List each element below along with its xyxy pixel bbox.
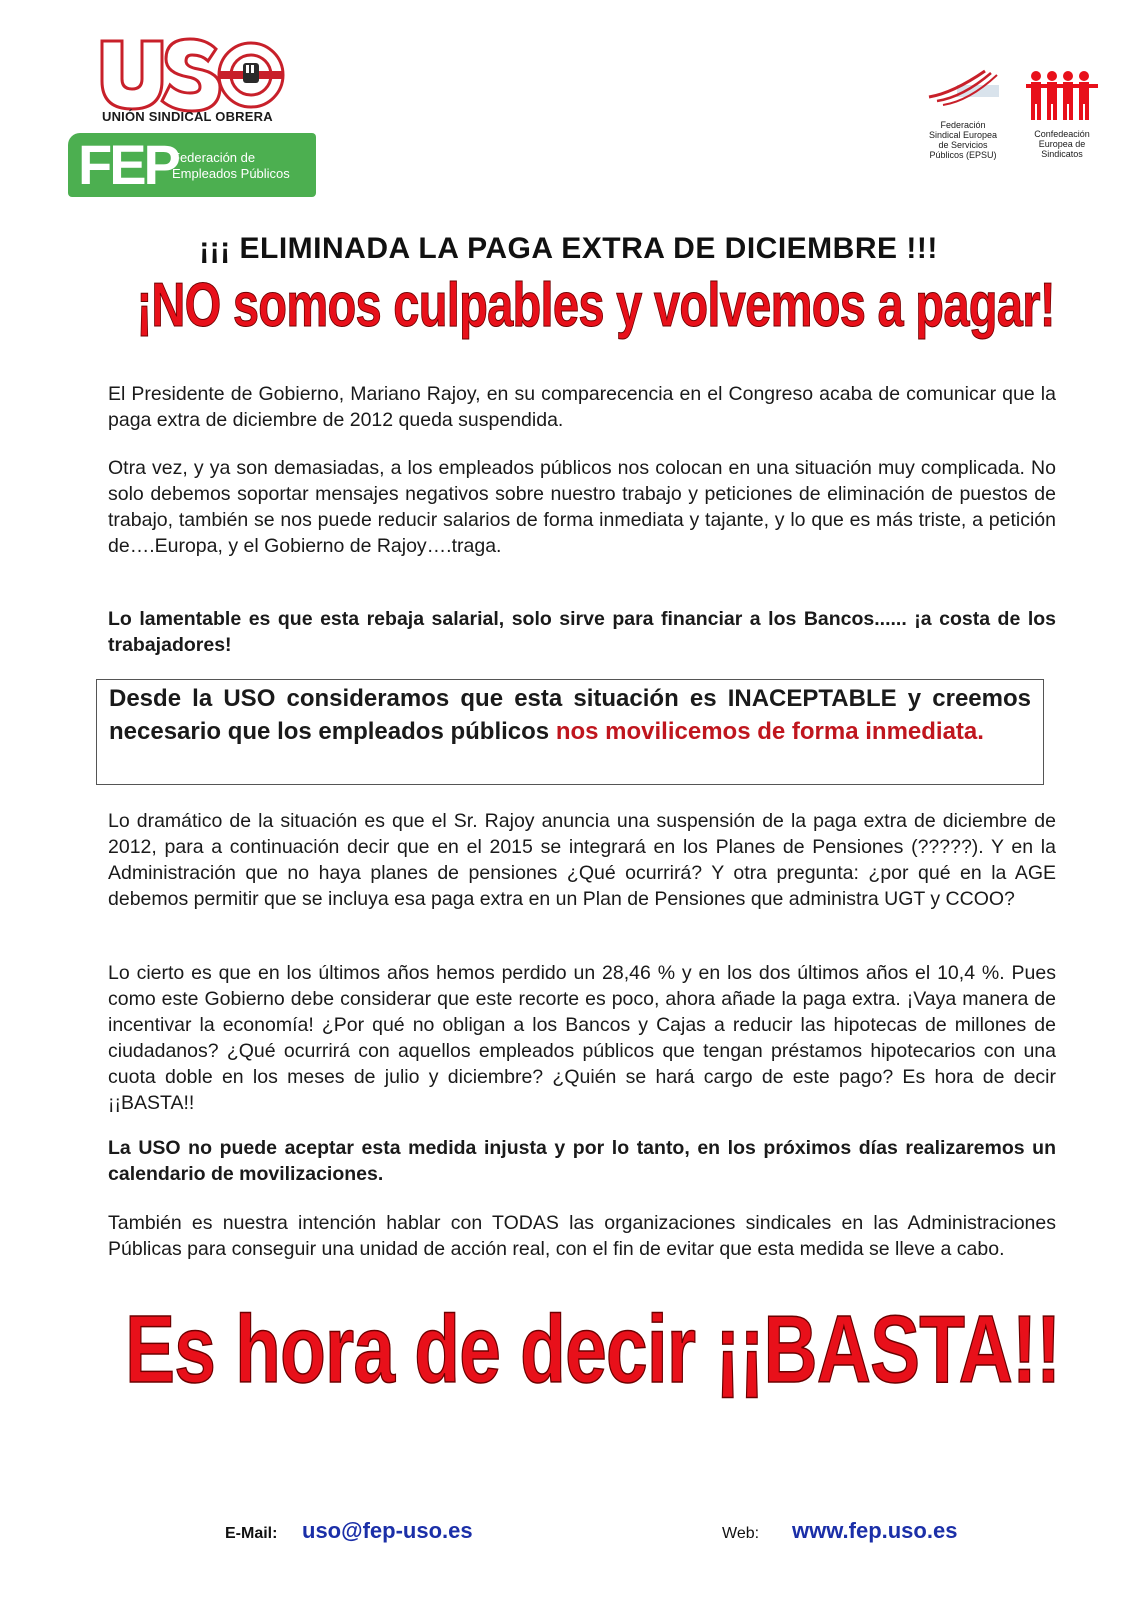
uso-logo (98, 35, 288, 125)
paragraph-pensions: Lo dramático de la situación es que el Sr. Rajoy anuncia una suspensión de la paga extra de diciembre de 2012, para a continuación decir que en el 2015 se integrará en los Planes de Pensiones (?????). Y en la Administración que no haya planes de pensiones ¿Qué ocurrirá? Y otra pregunta: ¿por qué en la AGE debemos permitir que se incluya esa paga extra en un Plan de Pensiones que administra UGT y CCOO? (108, 810, 1056, 910)
fep-logo (68, 133, 316, 197)
paragraph-banks: Lo lamentable es que esta rebaja salarial, solo sirve para financiar a los Bancos...... ¡a costa de los trabajadores! (108, 608, 1056, 656)
callout-highlight: nos movilicemos de forma inmediata. (555, 718, 984, 745)
footer-web-link[interactable]: www.fep.uso.es (792, 1518, 958, 1543)
etuc-logo (1024, 68, 1100, 159)
epsu-logo (920, 65, 1006, 160)
callout-text: Desde la USO consideramos que esta situación es INACEPTABLE y creemos necesario que los empleados públicos (109, 685, 1031, 745)
footer-email-label: E-Mail: (225, 1525, 278, 1542)
paragraph-intro: El Presidente de Gobierno, Mariano Rajoy, en su comparecencia en el Congreso acaba de comunicar que la paga extra de diciembre de 2012 queda suspendida. (108, 383, 1056, 431)
uso-letters-graphic (98, 35, 288, 113)
paragraph-mobilizations: La USO no puede aceptar esta medida injusta y por lo tanto, en los próximos días realizaremos un calendario de movilizaciones. (108, 1137, 1056, 1185)
paragraph-situation: Otra vez, y ya son demasiadas, a los empleados públicos nos colocan en una situación muy complicada. No solo debemos soportar mensajes negativos sobre nuestro trabajo y peticiones de eliminación de puestos de trabajo, también se nos puede reducir salarios de forma inmediata y tajante, y lo que es más triste, a petición de….Europa, y el Gobierno de Rajoy….traga. (108, 457, 1056, 557)
fep-text: Federación de Empleados Públicos (172, 150, 290, 181)
paragraph-losses: Lo cierto es que en los últimos años hemos perdido un 28,46 % y en los dos últimos años el 10,4 %. Pues como este Gobierno debe considerar que este recorte es poco, ahora añade la paga extra. ¡Vaya manera de incentivar la economía! ¿Por qué no obligan a los Bancos y Cajas a reducir las hipotecas de millones de ciudadanos? ¿Qué ocurrirá con aquellos empleados públicos que tengan préstamos hipotecarios con una cuota doble en los meses de julio y diciembre? ¿Quién se hará cargo de este pago? Es hora de decir ¡¡BASTA!! (108, 962, 1056, 1114)
etuc-figures-icon (1024, 68, 1100, 124)
footer-email-link[interactable]: uso@fep-uso.es (302, 1518, 473, 1543)
fep-letters: FEP (78, 133, 178, 196)
callout-box (96, 679, 1044, 785)
paragraph-unity: También es nuestra intención hablar con TODAS las organizaciones sindicales en las Administraciones Públicas para conseguir una unidad de acción real, con el fin de evitar que esta medida se lleve a cabo. (108, 1212, 1056, 1260)
epsu-swoosh-icon (923, 65, 1003, 115)
uso-subtitle: UNIÓN SINDICAL OBRERA (102, 109, 273, 124)
closing-slogan: Es hora de decir ¡¡BASTA!! (125, 1296, 1061, 1403)
headline: ¡¡¡ ELIMINADA LA PAGA EXTRA DE DICIEMBRE !!! (199, 232, 938, 265)
footer-web-label: Web: (722, 1525, 760, 1542)
epsu-caption: Federación Sindical Europea de Servicios Públicos (EPSU) (928, 120, 998, 160)
etuc-caption: Confedeación Europea de Sindicatos (1034, 129, 1090, 159)
subheadline: ¡NO somos culpables y volvemos a pagar! (136, 271, 1055, 340)
raised-fist-icon (243, 63, 259, 83)
